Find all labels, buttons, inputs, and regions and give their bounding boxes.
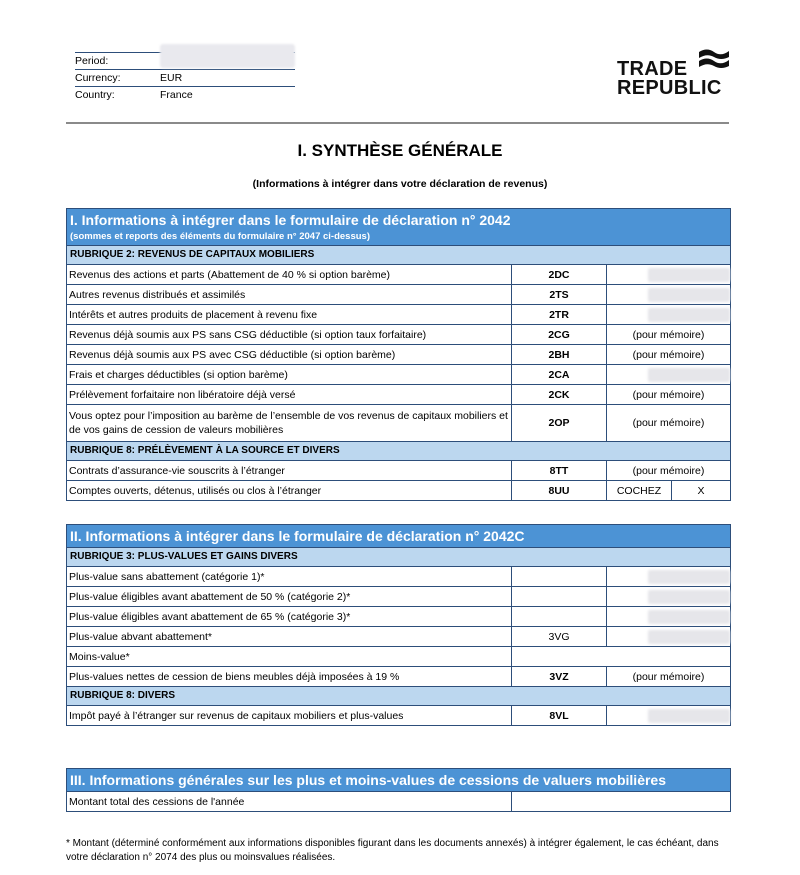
redacted-value [648,368,730,382]
redacted-value [648,570,730,584]
flag-icon [699,48,729,76]
rubrique-2-header: RUBRIQUE 2: REVENUS DE CAPITAUX MOBILIERS [67,245,730,264]
section-2042-header [67,209,730,245]
country-label: Country: [75,89,115,101]
header-divider [66,122,729,124]
table-row: Revenus déjà soumis aux PS avec CSG déductible (si option barème) 2BH (pour mémoire) [67,344,730,364]
redacted-value [648,590,730,604]
table-row: Comptes ouverts, détenus, utilisés ou clos à l’étranger 8UU COCHEZ X [67,480,730,500]
rubrique-8-divers-header: RUBRIQUE 8: DIVERS [67,686,730,705]
logo-line2: REPUBLIC [617,77,722,99]
table-row: Revenus déjà soumis aux PS sans CSG déductible (si option taux forfaitaire) 2CG (pour mémoire) [67,324,730,344]
currency-label: Currency: [75,72,121,84]
country-value: France [160,89,193,101]
table-row: Prélèvement forfaitaire non libératoire déjà versé 2CK (pour mémoire) [67,384,730,404]
redacted-value [648,709,730,723]
table-row: Plus-value sans abattement (catégorie 1)* [67,566,730,586]
redacted-value [648,308,730,322]
table-row: Frais et charges déductibles (si option barème) 2CA [67,364,730,384]
table-row: Plus-value éligibles avant abattement de 50 % (catégorie 2)* [67,586,730,606]
table-row: Contrats d’assurance-vie souscrits à l’étranger 8TT (pour mémoire) [67,460,730,480]
table-row: Intérêts et autres produits de placement à revenu fixe 2TR [67,304,730,324]
table-row: Moins-value* [67,646,730,666]
section-2042c-title: II. Informations à intégrer dans le formulaire de déclaration n° 2042C [67,525,730,547]
section-2042-title: I. Informations à intégrer dans le formulaire de déclaration n° 2042 [70,212,511,228]
section-2042 [66,208,731,501]
rubrique-8-header: RUBRIQUE 8: PRÉLÈVEMENT À LA SOURCE ET DIVERS [67,441,730,460]
table-row: Montant total des cessions de l'année [67,791,730,811]
section-2042-subtitle: (sommes et reports des éléments du formulaire n° 2047 ci-dessus) [70,231,370,242]
period-value-redacted [160,44,295,68]
redacted-value [648,288,730,302]
page-subtitle: (Informations à intégrer dans votre déclaration de revenus) [252,178,548,190]
currency-value: EUR [160,72,183,84]
table-row: Plus-value abvant abattement* 3VG [67,626,730,646]
table-row: Impôt payé à l’étranger sur revenus de capitaux mobiliers et plus-values 8VL [67,705,730,725]
checkbox-8uu[interactable]: X [671,481,730,500]
table-row: Plus-values nettes de cession de biens meubles déjà imposées à 19 % 3VZ (pour mémoire) [67,666,730,686]
document-meta [75,52,295,103]
rubrique-3-header: RUBRIQUE 3: PLUS-VALUES ET GAINS DIVERS [67,547,730,566]
trade-republic-logo [617,48,729,98]
section-cessions [66,768,731,812]
page-title: I. SYNTHÈSE GÉNÉRALE [297,141,503,160]
table-row: Vous optez pour l’imposition au barème de l’ensemble de vos revenus de capitaux mobiliers et de vos gains de cession de valeurs mobilières 2OP (pour mémoire) [67,404,730,441]
table-row: Revenus des actions et parts (Abattement de 40 % si option barème) 2DC [67,264,730,284]
redacted-value [648,268,730,282]
logo-line1: TRADE [617,58,688,80]
section-2042c [66,524,731,726]
redacted-value [648,610,730,624]
period-label: Period: [75,55,109,67]
section-cessions-title: III. Informations générales sur les plus et moins-values de cessions de valuers mobilières [67,769,730,791]
table-row: Autres revenus distribués et assimilés 2TS [67,284,730,304]
footnote: * Montant (déterminé conformément aux informations disponibles figurant dans les documents annexés) à intégrer également, le cas échéant, dans votre déclaration n° 2074 des plus ou moinsvalues réalisées. [66,838,719,863]
table-row: Plus-value éligibles avant abattement de 65 % (catégorie 3)* [67,606,730,626]
redacted-value [648,630,730,644]
cochez-label: COCHEZ [616,484,662,497]
